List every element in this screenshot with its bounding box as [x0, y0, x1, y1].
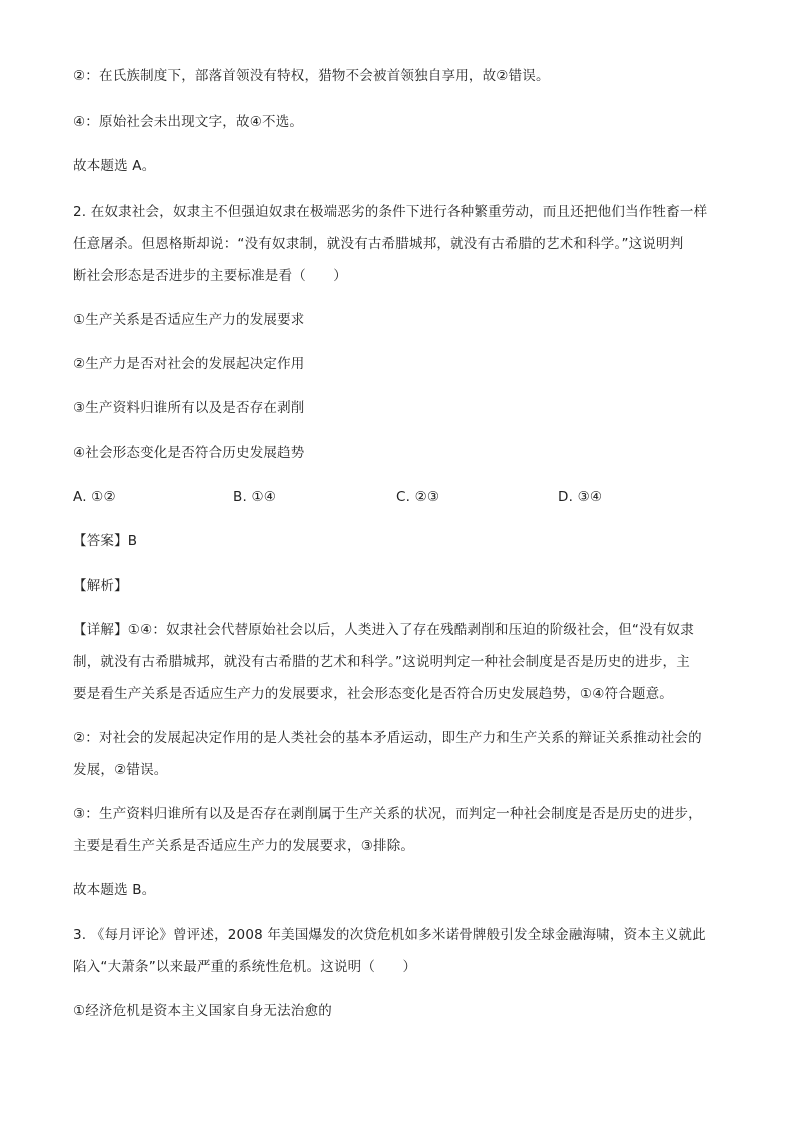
detail-text: ③：生产资料归谁所有以及是否存在剥削属于生产关系的状况，而判定一种社会制度是否是历史的进步，: [73, 806, 702, 822]
option-c: C. ②③: [396, 489, 440, 505]
detail-text: 要是看生产关系是否适应生产力的发展要求，社会形态变化是否符合历史发展趋势，①④符合题意。: [73, 686, 674, 702]
question-3-text: 陷入“大萧条”以来最严重的系统性危机。这说明（ ）: [73, 959, 417, 975]
statement-item: ③生产资料归谁所有以及是否存在剥削: [73, 400, 305, 416]
answer-label: 【答案】B: [73, 533, 138, 549]
answer-conclusion: 故本题选 A。: [73, 158, 156, 174]
option-b: B. ①④: [233, 489, 277, 505]
statement-item: ①生产关系是否适应生产力的发展要求: [73, 312, 305, 328]
detail-text: 主要是看生产关系是否适应生产力的发展要求，③排除。: [73, 838, 415, 854]
question-2-text: 任意屠杀。但恩格斯却说：“没有奴隶制，就没有古希腊城邦，就没有古希腊的艺术和科学。”这说明判: [73, 236, 684, 252]
statement-item: ②生产力是否对社会的发展起决定作用: [73, 356, 305, 372]
question-2-text: 断社会形态是否进步的主要标准是看（ ）: [73, 268, 347, 284]
explanation-line: ②：在氏族制度下，部落首领没有特权，猎物不会被首领独自享用，故②错误。: [73, 68, 550, 84]
detail-text: 制，就没有古希腊城邦，就没有古希腊的艺术和科学。”这说明判定一种社会制度是否是历史的进步，主: [73, 654, 690, 670]
option-a: A. ①②: [73, 489, 116, 505]
answer-conclusion: 故本题选 B。: [73, 882, 156, 898]
analysis-label: 【解析】: [73, 578, 128, 594]
explanation-line: ④：原始社会未出现文字，故④不选。: [73, 114, 304, 130]
statement-item: ④社会形态变化是否符合历史发展趋势: [73, 445, 305, 461]
detail-text: ②：对社会的发展起决定作用的是人类社会的基本矛盾运动，即生产力和生产关系的辩证关系推动社会的: [73, 730, 702, 746]
statement-item: ①经济危机是资本主义国家自身无法治愈的: [73, 1003, 332, 1019]
question-2-text: 2. 在奴隶社会，奴隶主不但强迫奴隶在极端恶劣的条件下进行各种繁重劳动，而且还把他们当作牲畜一样: [73, 204, 708, 220]
detail-text: 发展，②错误。: [73, 762, 168, 778]
detail-text: 【详解】①④：奴隶社会代替原始社会以后，人类进入了存在残酷剥削和压迫的阶级社会，但“没有奴隶: [73, 622, 694, 638]
option-d: D. ③④: [558, 489, 603, 505]
question-3-text: 3. 《每月评论》曾评述，2008 年美国爆发的次贷危机如多米诺骨牌般引发全球金融海啸，资本主义就此: [73, 927, 706, 943]
